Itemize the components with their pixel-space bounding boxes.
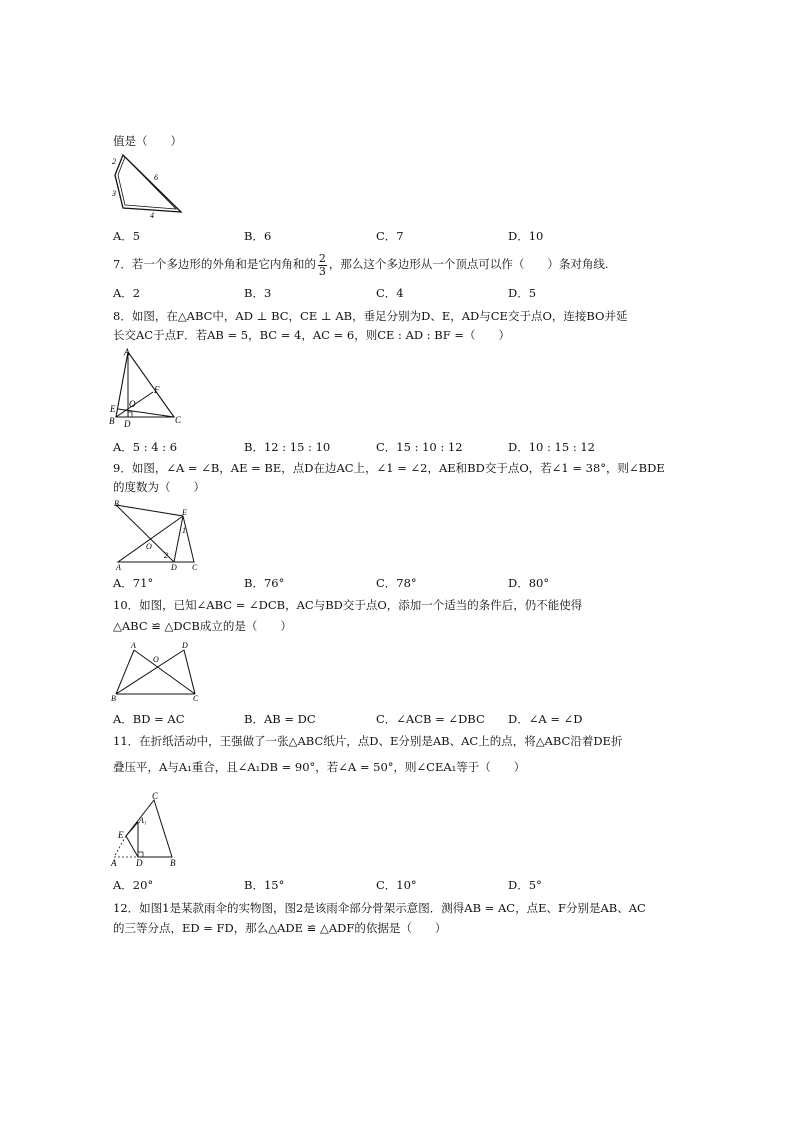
q7-fraction: [318, 253, 327, 278]
q8-option-c[interactable]: C．15 : 10 : 12: [376, 440, 463, 454]
q7-option-a[interactable]: A．2: [113, 286, 141, 300]
q8-label-f: F: [154, 385, 160, 395]
q9-question-line-2: 的度数为（ ）: [113, 480, 205, 494]
q11-option-b[interactable]: B．15°: [244, 878, 285, 892]
q8-label-c: C: [175, 415, 182, 425]
q9-option-c[interactable]: C．78°: [376, 576, 417, 590]
q8-option-a[interactable]: A．5 : 4 : 6: [113, 440, 178, 454]
q9-label-a: A: [116, 563, 121, 572]
q9-figure: [108, 500, 203, 576]
q8-question-line-2: 长交AC于点F．若AB = 5，BC = 4，AC = 6，则CE : AD : BF =（ ）: [113, 328, 511, 342]
q11-option-c[interactable]: C．10°: [376, 878, 417, 892]
q11-label-a1: A₁: [139, 816, 147, 825]
q7-option-d[interactable]: D．5: [508, 286, 537, 300]
q8-options: [113, 439, 673, 455]
q10-option-b[interactable]: B．AB = DC: [244, 712, 316, 726]
q11-label-c: C: [152, 791, 159, 801]
q8-label-a: A: [124, 347, 130, 357]
q11-label-e: E: [118, 830, 124, 840]
q9-options: [113, 575, 673, 591]
q9-option-a[interactable]: A．71°: [113, 576, 154, 590]
q7-option-c[interactable]: C．4: [376, 286, 404, 300]
q11-options: [113, 877, 673, 893]
q10-label-o: O: [153, 655, 159, 664]
q7-options: [113, 285, 673, 301]
q8-option-d[interactable]: D．10 : 15 : 12: [508, 440, 595, 454]
q9-label-b: B: [114, 500, 119, 508]
q10-option-a[interactable]: A．BD = AC: [113, 712, 185, 726]
q6-side-3: 3: [112, 189, 116, 198]
q8-label-e: E: [110, 404, 116, 414]
q6-option-c[interactable]: C．7: [376, 229, 404, 243]
q6-option-a[interactable]: A．5: [113, 229, 141, 243]
q10-label-c: C: [193, 694, 199, 702]
q6-question-tail: 值是（ ）: [113, 134, 182, 148]
q9-label-e: E: [182, 508, 187, 517]
q10-figure: [108, 638, 203, 706]
q11-option-d[interactable]: D．5°: [508, 878, 542, 892]
q6-option-d[interactable]: D．10: [508, 229, 544, 243]
q7-option-b[interactable]: B．3: [244, 286, 272, 300]
q10-label-d: D: [182, 641, 188, 650]
q6-side-4: 4: [150, 211, 154, 220]
q9-label-o: O: [146, 542, 152, 551]
q9-option-d[interactable]: D．80°: [508, 576, 550, 590]
q10-options: [113, 711, 673, 727]
q7-question: [113, 252, 608, 278]
q12-question-line-1: 12．如图1是某款雨伞的实物图，图2是该雨伞部分骨架示意图．测得AB = AC，点E、F分别是AB、AC: [113, 901, 646, 915]
q6-side-2: 2: [112, 157, 116, 166]
q11-label-a: A: [111, 858, 117, 868]
q8-option-b[interactable]: B．12 : 15 : 10: [244, 440, 331, 454]
q11-question-line-2: 叠压平，A与A₁重合，且∠A₁DB = 90°，若∠A = 50°，则∠CEA₁等于（ ）: [113, 760, 526, 774]
q9-option-b[interactable]: B．76°: [244, 576, 285, 590]
q11-option-a[interactable]: A．20°: [113, 878, 154, 892]
q9-question-line-1: 9．如图，∠A = ∠B，AE = BE，点D在边AC上，∠1 = ∠2，AE和BD交于点O，若∠1 = 38°，则∠BDE: [113, 461, 665, 475]
q11-label-d: D: [136, 858, 143, 868]
q8-label-d: D: [124, 419, 131, 429]
q7-text-b: ，那么这个多边形从一个顶点可以作（ ）条对角线.: [328, 257, 609, 271]
q6-option-b[interactable]: B．6: [244, 229, 272, 243]
q7-text-a: 7．若一个多边形的外角和是它内角和的: [113, 257, 316, 271]
q8-label-b: B: [109, 416, 115, 426]
q11-question-line-1: 11．在折纸活动中，王强做了一张△ABC纸片，点D、E分别是AB、AC上的点，将△ABC沿着DE折: [113, 734, 623, 748]
q9-label-d: D: [171, 563, 177, 572]
q9-label-c: C: [192, 563, 198, 572]
q6-figure: [108, 150, 198, 224]
q10-question-line-1: 10．如图，已知∠ABC = ∠DCB，AC与BD交于点O，添加一个适当的条件后，仍不能使得: [113, 598, 583, 612]
q6-side-6: 6: [154, 173, 158, 182]
q10-label-b: B: [111, 694, 116, 702]
q8-label-o: O: [129, 399, 136, 409]
q8-figure: [108, 347, 188, 435]
q7-frac-den: 3: [318, 264, 326, 278]
q6-options: [113, 228, 673, 244]
q10-option-c[interactable]: C．∠ACB = ∠DBC: [376, 712, 485, 726]
q10-question-line-2: △ABC ≌ △DCB成立的是（ ）: [113, 619, 292, 633]
q10-label-a: A: [131, 641, 136, 650]
q9-label-1: 1: [182, 526, 186, 535]
q8-question-line-1: 8．如图，在△ABC中，AD ⊥ BC，CE ⊥ AB，垂足分别为D、E，AD与CE交于点O，连接BO并延: [113, 309, 628, 323]
q11-label-b: B: [170, 858, 176, 868]
q9-label-2: 2: [164, 551, 168, 560]
q12-question-line-2: 的三等分点，ED = FD，那么△ADE ≌ △ADF的依据是（ ）: [113, 921, 447, 935]
q7-frac-num: 2: [318, 251, 326, 265]
q11-figure: [108, 790, 188, 874]
q10-option-d[interactable]: D．∠A = ∠D: [508, 712, 583, 726]
